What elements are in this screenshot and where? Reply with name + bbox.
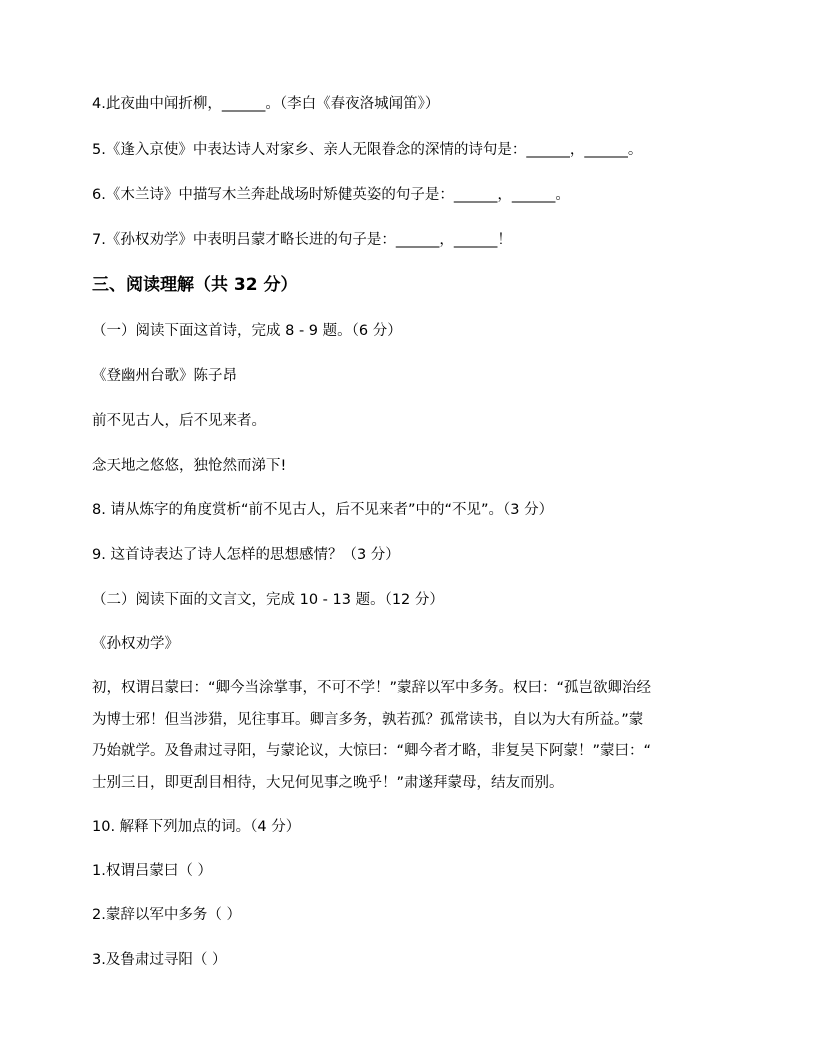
passage-line: 初，权谓吕蒙曰：“卿今当涂掌事，不可不学！”蒙辞以军中多务。权曰：“孤岂欲卿治经 — [92, 680, 652, 696]
part-1-intro: （一）阅读下面这首诗，完成 8 - 9 题。（6 分） — [92, 323, 402, 339]
question-7: 7.《孙权劝学》中表明吕蒙才略长进的句子是：______，______！ — [92, 232, 512, 248]
poem-line-1: 前不见古人，后不见来者。 — [92, 413, 266, 429]
poem-title: 《登幽州台歌》陈子昂 — [92, 368, 237, 384]
text-title: 《孙权劝学》 — [92, 636, 179, 652]
passage-line: 乃始就学。及鲁肃过寻阳，与蒙论议，大惊曰：“卿今者才略，非复吴下阿蒙！”蒙曰：“ — [92, 743, 652, 759]
question-10-item-2: 2.蒙辞以军中多务（ ） — [92, 907, 241, 923]
passage-line: 为博士邪！但当涉猎，见往事耳。卿言多务，孰若孤？孤常读书，自以为大有所益。”蒙 — [92, 711, 644, 728]
question-5: 5.《逢入京使》中表达诗人对家乡、亲人无限眷念的深情的诗句是：______，______。 — [92, 142, 643, 158]
classical-passage — [92, 673, 732, 799]
question-10: 10. 解释下列加点的词。（4 分） — [92, 819, 301, 835]
question-10-item-1: 1.权谓吕蒙曰（ ） — [92, 863, 212, 879]
question-9: 9. 这首诗表达了诗人怎样的思想感情？（3 分） — [92, 547, 400, 563]
poem-line-2: 念天地之悠悠，独怆然而涕下! — [92, 458, 287, 474]
question-6: 6.《木兰诗》中描写木兰奔赴战场时矫健英姿的句子是：______，______。 — [92, 187, 570, 203]
part-2-intro: （二）阅读下面的文言文，完成 10 - 13 题。（12 分） — [92, 592, 444, 608]
question-10-item-3: 3.及鲁肃过寻阳（ ） — [92, 952, 227, 968]
question-4: 4.此夜曲中闻折柳，______。（李白《春夜洛城闻笛》） — [92, 96, 440, 112]
section-3-heading: 三、阅读理解（共 32 分） — [92, 275, 298, 295]
question-8: 8. 请从炼字的角度赏析“前不见古人，后不见来者”中的“不见”。（3 分） — [92, 502, 554, 518]
passage-line: 士别三日，即更刮目相待，大兄何见事之晚乎！”肃遂拜蒙母，结友而别。 — [92, 774, 564, 791]
